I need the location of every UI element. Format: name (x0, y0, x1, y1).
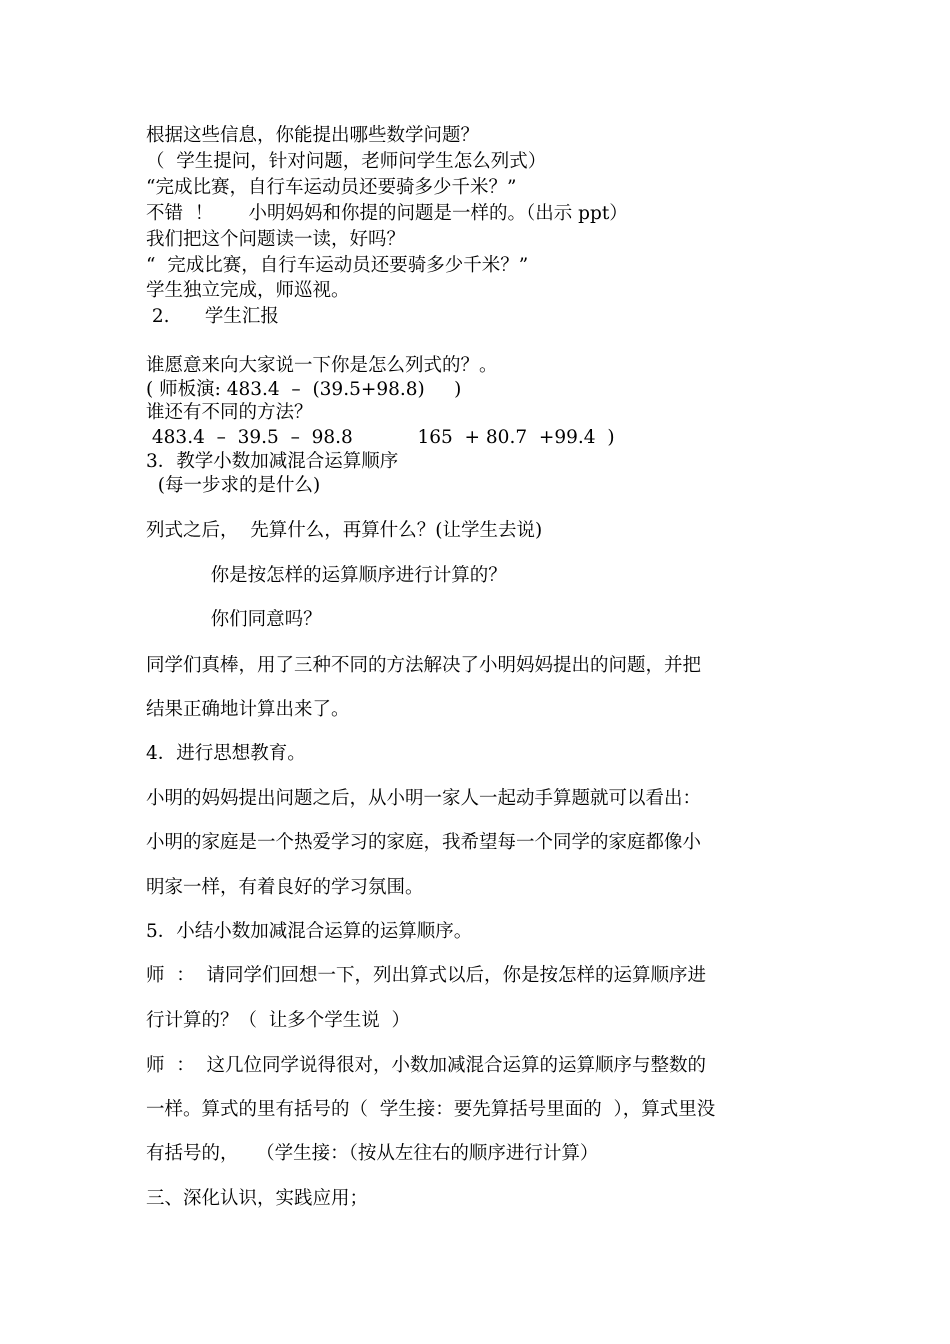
text-line: 小明的妈妈提出问题之后，从小明一家人一起动手算题就可以看出： (146, 788, 702, 809)
text-line: 谁愿意来向大家说一下你是怎么列式的？。 (146, 355, 498, 376)
section-heading: 5．小结小数加减混合运算的运算顺序。 (146, 921, 473, 942)
text-line: （ 学生提问，针对问题，老师问学生怎么列式） (146, 151, 547, 172)
text-line: 我们把这个问题读一读，好吗？ (146, 229, 406, 250)
section-heading: 3．教学小数加减混合运算顺序 (146, 451, 399, 472)
text-line: 小明的家庭是一个热爱学习的家庭，我希望每一个同学的家庭都像小 (146, 832, 702, 853)
section-heading: 2. 学生汇报 (146, 306, 279, 327)
text-line: 同学们真棒，用了三种不同的方法解决了小明妈妈提出的问题，并把 (146, 655, 702, 676)
formula-line: 483.4 – 39.5 – 98.8 165 + 80.7 +99.4 ) (146, 427, 615, 448)
text-line: 谁还有不同的方法？ (146, 402, 313, 423)
text-line: 明家一样，有着良好的学习氛围。 (146, 877, 424, 898)
text-line: 根据这些信息，你能提出哪些数学问题？ (146, 125, 480, 146)
text-line: (每一步求的是什么) (146, 475, 321, 496)
section-heading: 三、深化认识，实践应用； (146, 1188, 369, 1209)
text-line: 不错 ！ 小明妈妈和你提的问题是一样的。（出示 ppt） (146, 203, 628, 224)
text-line: 一样。算式的里有括号的（ 学生接：要先算括号里面的 ），算式里没 (146, 1099, 716, 1120)
text-line: 你们同意吗？ (146, 609, 322, 630)
text-line: 结果正确地计算出来了。 (146, 699, 350, 720)
formula-line: ( 师板演: 483.4 – (39.5+98.8) ) (146, 379, 462, 400)
text-line: 你是按怎样的运算顺序进行计算的？ (146, 565, 507, 586)
text-line: 师 ： 这几位同学说得很对，小数加减混合运算的运算顺序与整数的 (146, 1055, 707, 1076)
text-line: 学生独立完成，师巡视。 (146, 280, 350, 301)
section-heading: 4．进行思想教育。 (146, 743, 306, 764)
text-line: “完成比赛，自行车运动员还要骑多少千米？” (146, 177, 517, 198)
text-line: 师 ： 请同学们回想一下，列出算式以后，你是按怎样的运算顺序进 (146, 965, 707, 986)
text-line: 列式之后， 先算什么，再算什么？(让学生去说) (146, 520, 543, 541)
text-line: 有括号的， （学生接：（按从左往右的顺序进行计算） (146, 1143, 599, 1164)
text-line: “ 完成比赛，自行车运动员还要骑多少千米？” (146, 255, 529, 276)
text-line: 行计算的？（ 让多个学生说 ） (146, 1010, 411, 1031)
